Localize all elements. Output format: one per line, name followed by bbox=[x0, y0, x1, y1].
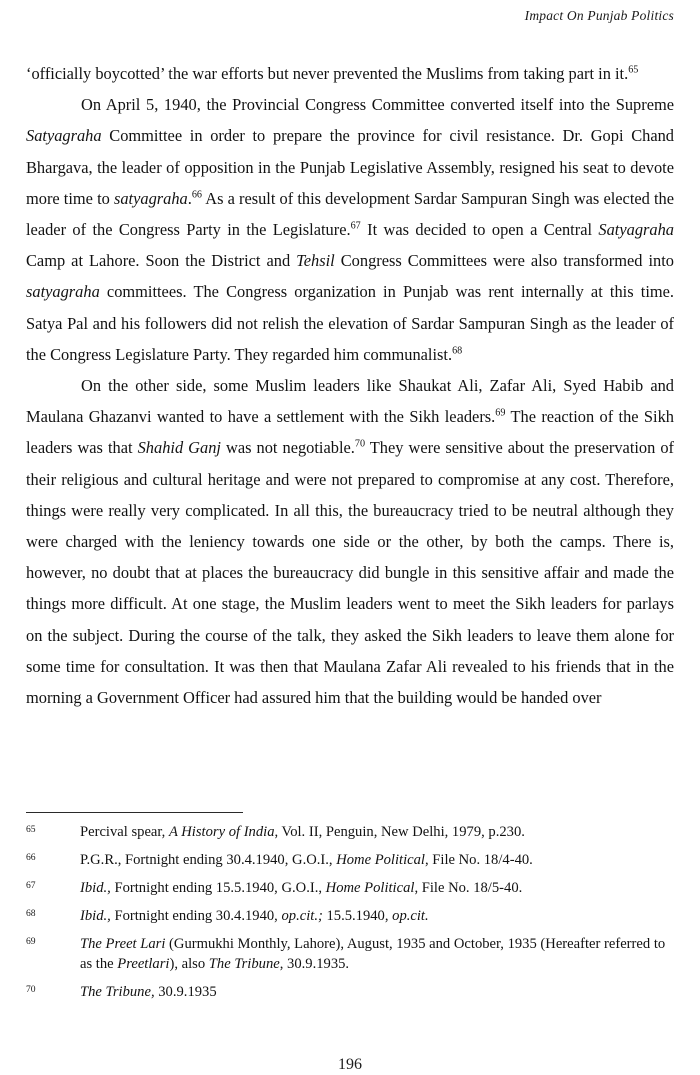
footnote-text: The Preet Lari (Gurmukhi Monthly, Lahore), August, 1935 and October, 1935 (Hereafter referred to as the Preetlari), also The Tribune, 30.9.1935. bbox=[80, 936, 666, 972]
para-satyagraha-committee: On April 5, 1940, the Provincial Congress Committee converted itself into the Supreme Satyagraha Committee in order to prepare the province for civil resistance. Dr. Gopi Chand Bhargava, the leader of opposition in the Punjab Legislative Assembly, resigned his seat to devote more time to satyagraha.$^{66}$ As a result of this development Sardar Sampuran Singh was elected the leader of the Congress Party in the Legislature.$^{67}$ It was decided to open a Central Satyagraha Camp at Lahore. Soon the District and Tehsil Congress Committees were also transformed into satyagraha committees. The Congress organization in Punjab was rent internally at this time. Satya Pal and his followers did not relish the elevation of Sardar Sampuran Singh as the leader of the Congress Legislature Party. They regarded him communalist.$^{68}$ bbox=[26, 95, 674, 364]
footnote-text: Ibid., Fortnight ending 15.5.1940, G.O.I., Home Political, File No. 18/5-40. bbox=[80, 880, 523, 896]
para-muslim-sikh-talks: On the other side, some Muslim leaders like Shaukat Ali, Zafar Ali, Syed Habib and Maulana Ghazanvi wanted to have a settlement with the Sikh leaders.$^{69}$ The reaction of the Sikh leaders was that Shahid Ganj was not negotiable.$^{70}$ They were sensitive about the preservation of their religious and cultural heritage and were not prepared to compromise at any cost. Therefore, things were really very complicated. In all this, the bureaucracy tried to be neutral although they were charged with the leniency towards one side or the other, by both the camps. There is, however, no doubt that at places the bureaucracy did bungle in this sensitive affair and made the things more difficult. At one stage, the Muslim leaders went to meet the Sikh leaders for parlays on the subject. During the course of the talk, they asked the Sikh leaders to leave them alone for some time for consultation. It was then that Maulana Zafar Ali revealed to his friends that in the morning a Government Officer had assured him that the building would be handed over bbox=[26, 376, 675, 708]
footnote-69 bbox=[26, 935, 674, 974]
footnote-text: P.G.R., Fortnight ending 30.4.1940, G.O.I., Home Political, File No. 18/4-40. bbox=[80, 852, 533, 868]
footnote-text: The Tribune, 30.9.1935 bbox=[80, 983, 217, 1000]
footnote-66 bbox=[26, 851, 674, 871]
footnote-marker: 69 bbox=[26, 936, 36, 947]
footnote-marker: 67 bbox=[26, 880, 36, 891]
footnote-marker: 65 bbox=[26, 824, 36, 835]
page-number: 196 bbox=[338, 1056, 362, 1073]
footnote-text: Ibid., Fortnight ending 30.4.1940, op.cit.; 15.5.1940, op.cit. bbox=[80, 908, 429, 924]
footnote-65 bbox=[26, 823, 674, 843]
body-text-block bbox=[26, 58, 674, 713]
footnote-67 bbox=[26, 879, 674, 899]
footnote-marker: 66 bbox=[26, 852, 36, 863]
footnote-marker: 68 bbox=[26, 908, 36, 919]
footnote-separator-rule bbox=[26, 812, 243, 813]
footnote-text: Percival spear, A History of India, Vol. II, Penguin, New Delhi, 1979, p.230. bbox=[80, 824, 525, 840]
running-header: Impact On Punjab Politics bbox=[524, 8, 674, 23]
para-boycott: ‘officially boycotted’ the war efforts but never prevented the Muslims from taking part in it.$^{65}$ bbox=[26, 64, 639, 83]
footnote-70 bbox=[26, 983, 674, 1003]
footnote-68 bbox=[26, 907, 674, 927]
footnote-list bbox=[26, 823, 674, 1011]
footnote-marker: 70 bbox=[26, 983, 36, 995]
